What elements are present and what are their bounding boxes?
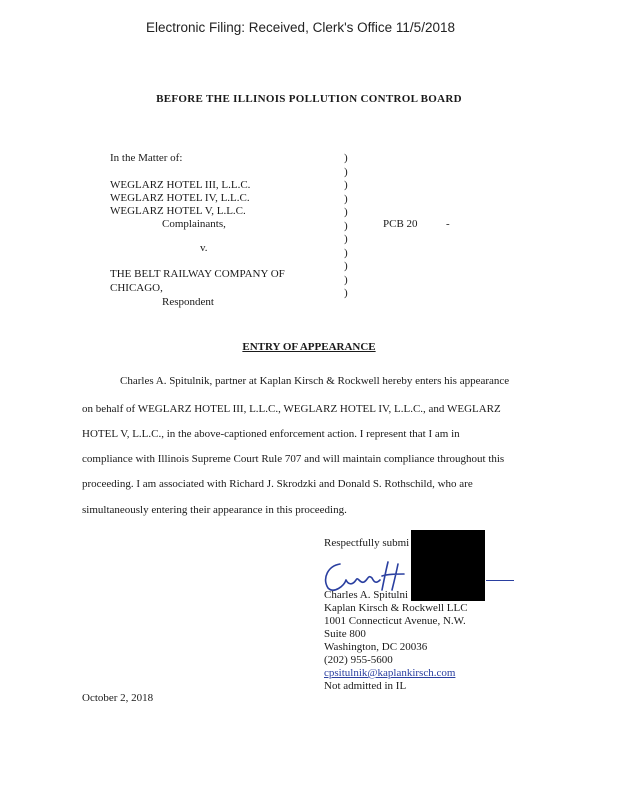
caption-respondent-line-1: THE BELT RAILWAY COMPANY OF	[110, 268, 285, 280]
caption-paren-column	[344, 152, 348, 301]
signer-address-2: Suite 800	[324, 628, 366, 640]
body-line-3: HOTEL V, L.L.C., in the above-captioned enforcement action. I represent that I am in	[82, 428, 460, 440]
body-line-6: simultaneously entering their appearance in this proceeding.	[82, 504, 347, 516]
body-line-4: compliance with Illinois Supreme Court Rule 707 and will maintain compliance throughout this	[82, 453, 505, 465]
caption-respondent-label: Respondent	[162, 296, 214, 308]
document-date: October 2, 2018	[82, 692, 154, 704]
signer-firm: Kaplan Kirsch & Rockwell LLC	[324, 602, 468, 614]
paren: )	[344, 287, 348, 299]
admission-note: Not admitted in IL	[324, 680, 407, 692]
signer-address-1: 1001 Connecticut Avenue, N.W.	[324, 615, 466, 627]
signer-name: Charles A. Spitulni	[324, 589, 409, 601]
caption-complainant-2: WEGLARZ HOTEL IV, L.L.C.	[110, 192, 250, 204]
caption-complainant-3: WEGLARZ HOTEL V, L.L.C.	[110, 205, 246, 217]
body-line-1: Charles A. Spitulnik, partner at Kaplan Kirsch & Rockwell hereby enters his appearance	[120, 375, 510, 387]
paren: )	[344, 219, 348, 232]
signature-line-tail	[486, 580, 514, 581]
paren: )	[344, 246, 348, 259]
signer-address-3: Washington, DC 20036	[324, 641, 428, 653]
caption-versus: v.	[200, 242, 208, 254]
paren: )	[344, 165, 348, 178]
closing: Respectfully submi	[324, 537, 410, 549]
redaction-box	[411, 530, 485, 601]
paren: )	[344, 206, 348, 218]
caption-complainants-label: Complainants,	[162, 218, 226, 230]
caption-respondent-line-2: CHICAGO,	[110, 282, 163, 294]
caption-matter: In the Matter of:	[110, 152, 183, 164]
filing-stamp: Electronic Filing: Received, Clerk's Office 11/5/2018	[146, 20, 455, 35]
paren: )	[344, 233, 348, 245]
caption-complainant-1: WEGLARZ HOTEL III, L.L.C.	[110, 179, 251, 191]
body-line-2: on behalf of WEGLARZ HOTEL III, L.L.C., WEGLARZ HOTEL IV, L.L.C., and WEGLARZ	[82, 403, 501, 415]
signer-phone: (202) 955-5600	[324, 654, 393, 666]
entry-heading: ENTRY OF APPEARANCE	[242, 341, 376, 353]
paren: )	[344, 192, 348, 205]
case-number-dash: -	[446, 218, 450, 230]
paren: )	[344, 152, 348, 164]
paren: )	[344, 273, 348, 286]
body-line-5: proceeding. I am associated with Richard J. Skrodzki and Donald S. Rothschild, who are	[82, 478, 473, 490]
paren: )	[344, 179, 348, 191]
board-title: BEFORE THE ILLINOIS POLLUTION CONTROL BOARD	[156, 93, 462, 105]
case-number: PCB 20	[383, 218, 418, 230]
paren: )	[344, 260, 348, 272]
signer-email-link[interactable]: cpsitulnik@kaplankirsch.com	[324, 667, 456, 679]
